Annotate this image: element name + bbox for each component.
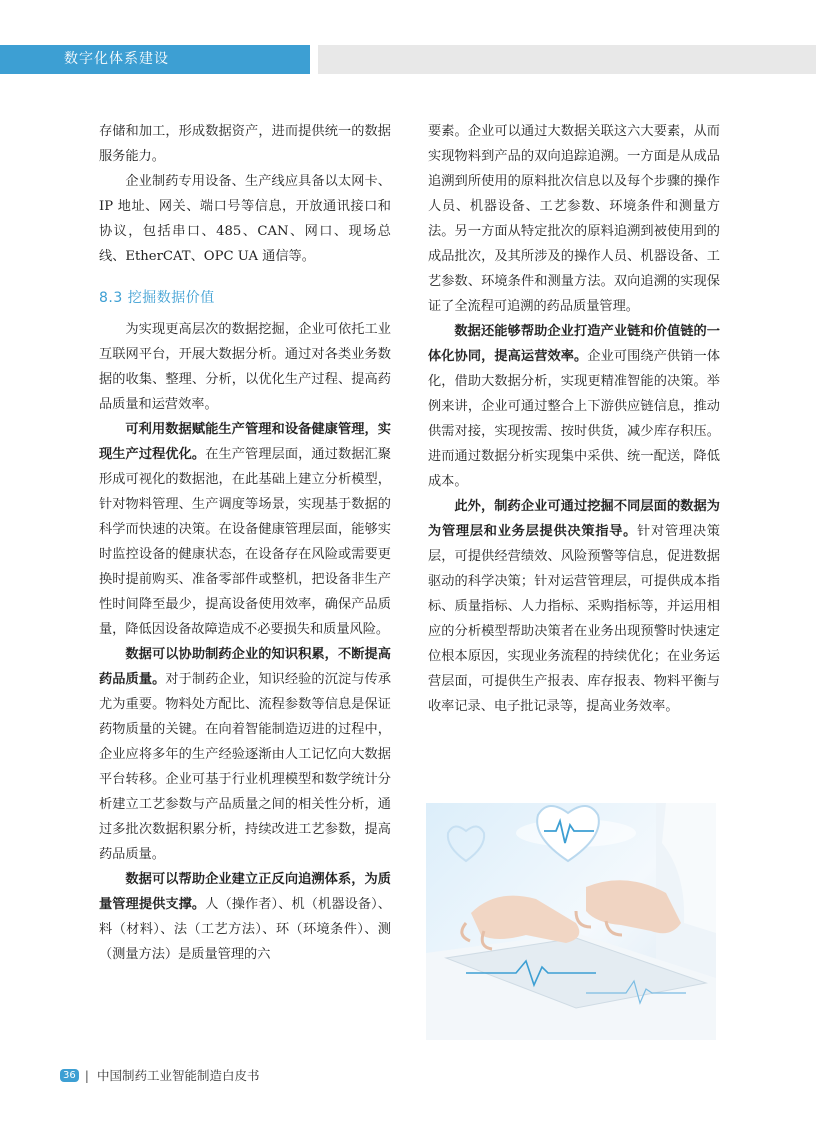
header-gray-band <box>318 45 816 74</box>
left-column <box>99 119 391 967</box>
bold-lead: 此外，制药企业可通过挖掘不同层面的数据为为管理层和业务层提供决策指导。 <box>428 499 720 539</box>
section-title: 数字化体系建设 <box>64 51 169 67</box>
page-number: 36 <box>60 1069 79 1082</box>
footer-separator: | <box>84 1067 89 1083</box>
paragraph <box>99 642 391 867</box>
bold-lead: 数据还能够帮助企业打造产业链和价值链的一体化协同，提高运营效率。 <box>428 324 720 364</box>
paragraph-body: 对于制药企业，知识经验的沉淀与传承尤为重要。物料处方配比、流程参数等信息是保证药物质量的关键。在向着智能制造迈进的过程中，企业应将多年的生产经验逐渐由人工记忆向大数据平台转移。企业可基于行业机理模型和数学统计分析建立工艺参数与产品质量之间的相关性分析，通过多批次数据积累分析，持续改进工艺参数，提高药品质量。 <box>99 672 392 862</box>
paragraph-body: 针对管理决策层，可提供经营绩效、风险预警等信息，促进数据驱动的科学决策；针对运营管理层，可提供成本指标、质量指标、人力指标、采购指标等，并运用相应的分析模型帮助决策者在业务出现预警时快速定位根本原因，实现业务流程的持续优化；在业务运营层面，可提供生产报表、库存报表、物料平衡与收率记录、电子批记录等，提高业务效率。 <box>428 524 720 714</box>
paragraph: 存储和加工，形成数据资产，进而提供统一的数据服务能力。 <box>99 124 391 164</box>
paragraph: 要素。企业可以通过大数据关联这六大要素，从而实现物料到产品的双向追踪追溯。一方面是从成品追溯到所使用的原料批次信息以及每个步骤的操作人员、机器设备、工艺参数、环境条件和测量方法。另一方面从特定批次的原料追溯到被使用到的成品批次，及其所涉及的操作人员、机器设备、工艺参数、环境条件和测量方法。双向追溯的实现保证了全流程可追溯的药品质量管理。 <box>428 124 720 314</box>
typing-hands-photo <box>426 803 716 1040</box>
paragraph-body: 人（操作者）、机（机器设备）、料（材料）、法（工艺方法）、环（环境条件）、测（测量方法）是质量管理的六 <box>99 897 391 962</box>
paragraph <box>99 417 391 642</box>
paragraph <box>99 867 391 967</box>
section-heading: 8.3 挖掘数据价值 <box>99 290 215 306</box>
bold-lead: 数据可以帮助企业建立正反向追溯体系，为质量管理提供支撑。 <box>99 872 391 912</box>
bold-lead: 数据可以协助制药企业的知识积累，不断提高药品质量。 <box>99 647 391 687</box>
paragraph <box>428 319 720 494</box>
paragraph: 企业制药专用设备、生产线应具备以太网卡、IP 地址、网关、端口号等信息，开放通讯接口和协议，包括串口、485、CAN、网口、现场总线、EtherCAT、OPC UA 通信等。 <box>99 174 391 264</box>
paragraph: 为实现更高层次的数据挖掘，企业可依托工业互联网平台，开展大数据分析。通过对各类业务数据的收集、整理、分析，以优化生产过程、提高药品质量和运营效率。 <box>99 322 391 412</box>
right-column <box>428 119 720 719</box>
paragraph <box>428 494 720 719</box>
book-title: 中国制药工业智能制造白皮书 <box>96 1068 260 1083</box>
paragraph-body: 在生产管理层面，通过数据汇聚形成可视化的数据池，在此基础上建立分析模型，针对物料管理、生产调度等场景，实现基于数据的科学而快速的决策。在设备健康管理层面，能够实时监控设备的健康状态，在设备存在风险或需要更换时提前购买、准备零部件或整机，把设备非生产性时间降至最少，提高设备使用效率，确保产品质量，降低因设备故障造成不必要损失和质量风险。 <box>99 447 392 637</box>
bold-lead: 可利用数据赋能生产管理和设备健康管理，实现生产过程优化。 <box>99 422 391 462</box>
page-footer <box>60 1066 259 1084</box>
photo-illustration <box>426 803 716 1040</box>
paragraph-body: 企业可围绕产供销一体化，借助大数据分析，实现更精准智能的决策。举例来讲，企业可通过整合上下游供应链信息，推动供需对接，实现按需、按时供货，减少库存积压。进而通过数据分析实现集中采供、统一配送，降低成本。 <box>428 349 721 489</box>
